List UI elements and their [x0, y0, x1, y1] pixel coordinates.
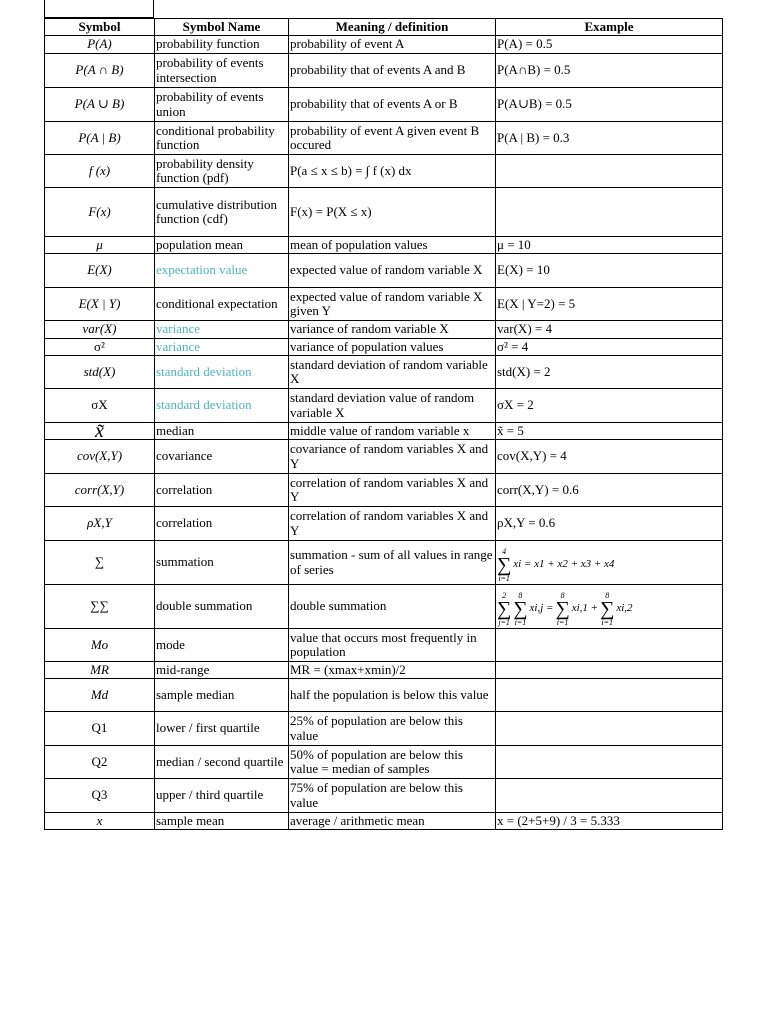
symbol-name-cell: conditional expectation — [155, 288, 289, 321]
symbol-name-cell: cumulative distribution function (cdf) — [155, 188, 289, 237]
meaning-cell: probability of event A given event B occured — [289, 122, 496, 155]
table-row — [45, 356, 723, 389]
symbol-name-cell: correlation — [155, 507, 289, 541]
example-cell — [496, 712, 723, 746]
example-cell: P(A) = 0.5 — [496, 36, 723, 54]
meaning-cell: middle value of random variable x — [289, 423, 496, 440]
meaning-cell: correlation of random variables X and Y — [289, 507, 496, 541]
meaning-cell: covariance of random variables X and Y — [289, 440, 496, 474]
table-row — [45, 88, 723, 122]
example-cell — [496, 779, 723, 813]
symbol-name-cell: standard deviation — [155, 389, 289, 423]
sheet-corner-box — [44, 0, 154, 18]
symbol-cell: P(A) — [45, 36, 155, 54]
symbol-name-cell: correlation — [155, 474, 289, 507]
example-cell: μ = 10 — [496, 237, 723, 254]
symbol-name-cell: summation — [155, 541, 289, 585]
symbol-name-cell: upper / third quartile — [155, 779, 289, 813]
example-cell: P(A∪B) = 0.5 — [496, 88, 723, 122]
example-cell: σ² = 4 — [496, 339, 723, 356]
example-cell — [496, 746, 723, 779]
example-cell: E(X | Y=2) = 5 — [496, 288, 723, 321]
symbol-name-cell: double summation — [155, 585, 289, 629]
table-row — [45, 507, 723, 541]
table-row — [45, 662, 723, 679]
example-cell — [496, 662, 723, 679]
table-row — [45, 389, 723, 423]
meaning-cell: variance of population values — [289, 339, 496, 356]
example-cell — [496, 541, 723, 585]
meaning-cell: expected value of random variable X — [289, 254, 496, 288]
symbol-cell: E(X | Y) — [45, 288, 155, 321]
symbol-cell: std(X) — [45, 356, 155, 389]
header-example: Example — [496, 19, 723, 36]
symbol-cell: σ² — [45, 339, 155, 356]
symbol-name-cell: mid-range — [155, 662, 289, 679]
statistics-symbols-table — [44, 18, 723, 830]
symbol-cell: F(x) — [45, 188, 155, 237]
symbol-cell: μ — [45, 237, 155, 254]
table-row — [45, 188, 723, 237]
table-row — [45, 679, 723, 712]
meaning-cell: probability that of events A or B — [289, 88, 496, 122]
symbol-name-cell: probability density function (pdf) — [155, 155, 289, 188]
header-meaning: Meaning / definition — [289, 19, 496, 36]
table-row — [45, 779, 723, 813]
example-cell: cov(X,Y) = 4 — [496, 440, 723, 474]
sum-expression: xi,2 — [616, 602, 633, 615]
header-row — [45, 19, 723, 36]
table-row — [45, 541, 723, 585]
double-summation-example — [497, 591, 633, 627]
meaning-cell: summation - sum of all values in range of series — [289, 541, 496, 585]
example-cell: P(A∩B) = 0.5 — [496, 54, 723, 88]
example-cell — [496, 188, 723, 237]
meaning-cell: standard deviation value of random variable X — [289, 389, 496, 423]
example-cell: corr(X,Y) = 0.6 — [496, 474, 723, 507]
table-row — [45, 254, 723, 288]
meaning-cell: MR = (xmax+xmin)/2 — [289, 662, 496, 679]
symbol-name-cell: probability function — [155, 36, 289, 54]
symbol-name-cell: probability of events intersection — [155, 54, 289, 88]
symbol-name-cell: median / second quartile — [155, 746, 289, 779]
table-row — [45, 122, 723, 155]
example-cell: E(X) = 10 — [496, 254, 723, 288]
symbol-cell: E(X) — [45, 254, 155, 288]
symbol-cell: P(A | B) — [45, 122, 155, 155]
symbol-name-cell: conditional probability function — [155, 122, 289, 155]
meaning-cell: probability that of events A and B — [289, 54, 496, 88]
summation-example — [497, 547, 614, 583]
table-row — [45, 813, 723, 830]
table-row — [45, 712, 723, 746]
example-cell — [496, 585, 723, 629]
symbol-cell: x̃ — [45, 423, 155, 440]
example-cell: x̃ = 5 — [496, 423, 723, 440]
example-cell: std(X) = 2 — [496, 356, 723, 389]
meaning-cell: 25% of population are below this value — [289, 712, 496, 746]
meaning-cell: correlation of random variables X and Y — [289, 474, 496, 507]
symbol-cell: x — [45, 813, 155, 830]
example-cell: P(A | B) = 0.3 — [496, 122, 723, 155]
meaning-cell: value that occurs most frequently in population — [289, 629, 496, 662]
symbol-cell: corr(X,Y) — [45, 474, 155, 507]
symbol-cell: σX — [45, 389, 155, 423]
example-cell: x = (2+5+9) / 3 = 5.333 — [496, 813, 723, 830]
symbol-cell: f (x) — [45, 155, 155, 188]
symbol-cell: P(A ∩ B) — [45, 54, 155, 88]
symbol-cell: ρX,Y — [45, 507, 155, 541]
symbol-name-cell: variance — [155, 321, 289, 339]
table-row — [45, 629, 723, 662]
header-symbol-name: Symbol Name — [155, 19, 289, 36]
sigma-icon: 8 ∑ i=1 — [513, 590, 528, 627]
sum-expression: xi,1 + — [571, 602, 599, 615]
table-row — [45, 474, 723, 507]
symbol-cell: Q2 — [45, 746, 155, 779]
meaning-cell: 75% of population are below this value — [289, 779, 496, 813]
symbol-cell: Q3 — [45, 779, 155, 813]
table-row — [45, 746, 723, 779]
meaning-cell: F(x) = P(X ≤ x) — [289, 188, 496, 237]
symbol-cell: var(X) — [45, 321, 155, 339]
symbol-name-cell: median — [155, 423, 289, 440]
symbol-name-cell: mode — [155, 629, 289, 662]
header-symbol: Symbol — [45, 19, 155, 36]
table-row — [45, 237, 723, 254]
meaning-cell: expected value of random variable X given Y — [289, 288, 496, 321]
table-row — [45, 585, 723, 629]
meaning-cell: standard deviation of random variable X — [289, 356, 496, 389]
example-cell — [496, 629, 723, 662]
symbol-cell: ∑ — [45, 541, 155, 585]
table-row — [45, 440, 723, 474]
symbol-cell: MR — [45, 662, 155, 679]
meaning-cell: average / arithmetic mean — [289, 813, 496, 830]
example-cell: var(X) = 4 — [496, 321, 723, 339]
table-row — [45, 155, 723, 188]
table-row — [45, 321, 723, 339]
meaning-cell: 50% of population are below this value = median of samples — [289, 746, 496, 779]
symbol-name-cell: lower / first quartile — [155, 712, 289, 746]
meaning-cell: mean of population values — [289, 237, 496, 254]
sum-expression: xi = x1 + x2 + x3 + x4 — [513, 558, 615, 571]
meaning-cell: variance of random variable X — [289, 321, 496, 339]
symbol-name-cell: expectation value — [155, 254, 289, 288]
example-cell — [496, 679, 723, 712]
meaning-cell: half the population is below this value — [289, 679, 496, 712]
symbol-cell: P(A ∪ B) — [45, 88, 155, 122]
symbol-name-cell: sample mean — [155, 813, 289, 830]
example-cell: σX = 2 — [496, 389, 723, 423]
sigma-icon: 8 ∑ i=1 — [600, 590, 615, 627]
symbol-cell: cov(X,Y) — [45, 440, 155, 474]
sum-expression: xi,j = — [529, 602, 554, 615]
symbol-cell: Q1 — [45, 712, 155, 746]
symbol-name-cell: probability of events union — [155, 88, 289, 122]
sigma-icon: 2 ∑ j=1 — [497, 590, 512, 627]
table-row — [45, 423, 723, 440]
meaning-cell: P(a ≤ x ≤ b) = ∫ f (x) dx — [289, 155, 496, 188]
meaning-cell: probability of event A — [289, 36, 496, 54]
symbol-name-cell: variance — [155, 339, 289, 356]
symbol-name-cell: covariance — [155, 440, 289, 474]
example-cell — [496, 155, 723, 188]
table-row — [45, 36, 723, 54]
symbol-name-cell: population mean — [155, 237, 289, 254]
symbol-cell: ∑∑ — [45, 585, 155, 629]
symbol-cell: Mo — [45, 629, 155, 662]
table-row — [45, 54, 723, 88]
example-cell: ρX,Y = 0.6 — [496, 507, 723, 541]
symbol-name-cell: standard deviation — [155, 356, 289, 389]
table-row — [45, 339, 723, 356]
symbol-name-cell: sample median — [155, 679, 289, 712]
symbol-cell: Md — [45, 679, 155, 712]
meaning-cell: double summation — [289, 585, 496, 629]
table-row — [45, 288, 723, 321]
sigma-icon: 8 ∑ i=1 — [555, 590, 570, 627]
sigma-icon: 4 ∑ i=1 — [497, 546, 512, 583]
